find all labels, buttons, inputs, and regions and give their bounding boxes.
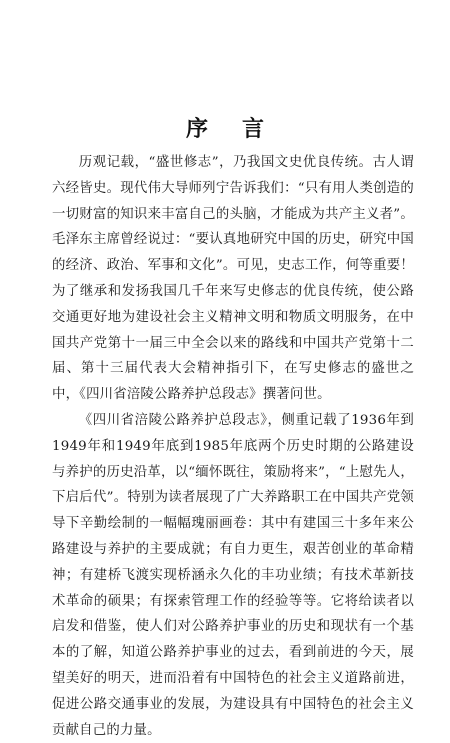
paragraph-1: 历观记载，“盛世修志”，乃我国文史优良传统。古人谓六经皆史。现代伟大导师列宁告诉我们：“只有用人类创造的一切财富的知识来丰富自己的头脑，才能成为共产主义者”。毛泽东主席曾经说过：“要认真地研究中国的历史，研究中国的经济、政治、军事和文化”。可见，史志工作，何等重要！为了继承和发扬我国几千年来写史修志的优良传统，使公路交通更好地为建设社会主义精神文明和物质文明服务，在中国共产党第十一届三中全会以来的路线和中国共产党第十二届、第十三届代表大会精神指引下，在写史修志的盛世之中，《四川省涪陵公路养护总段志》撰著问世。: [52, 155, 414, 403]
paragraph-2: 《四川省涪陵公路养护总段志》，侧重记载了1936年到1949年和1949年底到1985年底两个历史时期的公路建设与养护的历史沿革，以“缅怀既往，策励将来”，“上慰先人，下启后代”。特别为读者展现了广大养路职工在中国共产党领导下辛勤绘制的一幅幅瑰丽画卷：其中有建国三十多年来公路建设与养护的主要成就；有自力更生，艰苦创业的革命精神；有建桥飞渡实现桥涵永久化的丰功业绩；有技术革新技术革命的硕果；有探索管理工作的经验等等。它将给读者以启发和借鉴，使人们对公路养护事业的历史和现状有一个基本的了解，知道公路养护事业的过去，看到前进的今天，展望美好的明天，进而沿着有中国特色的社会主义道路前进，促进公路交通事业的发展，为建设具有中国特色的社会主义贡献自己的力量。: [52, 412, 414, 738]
page-title: 序言: [185, 116, 298, 142]
body-text: [52, 150, 414, 743]
